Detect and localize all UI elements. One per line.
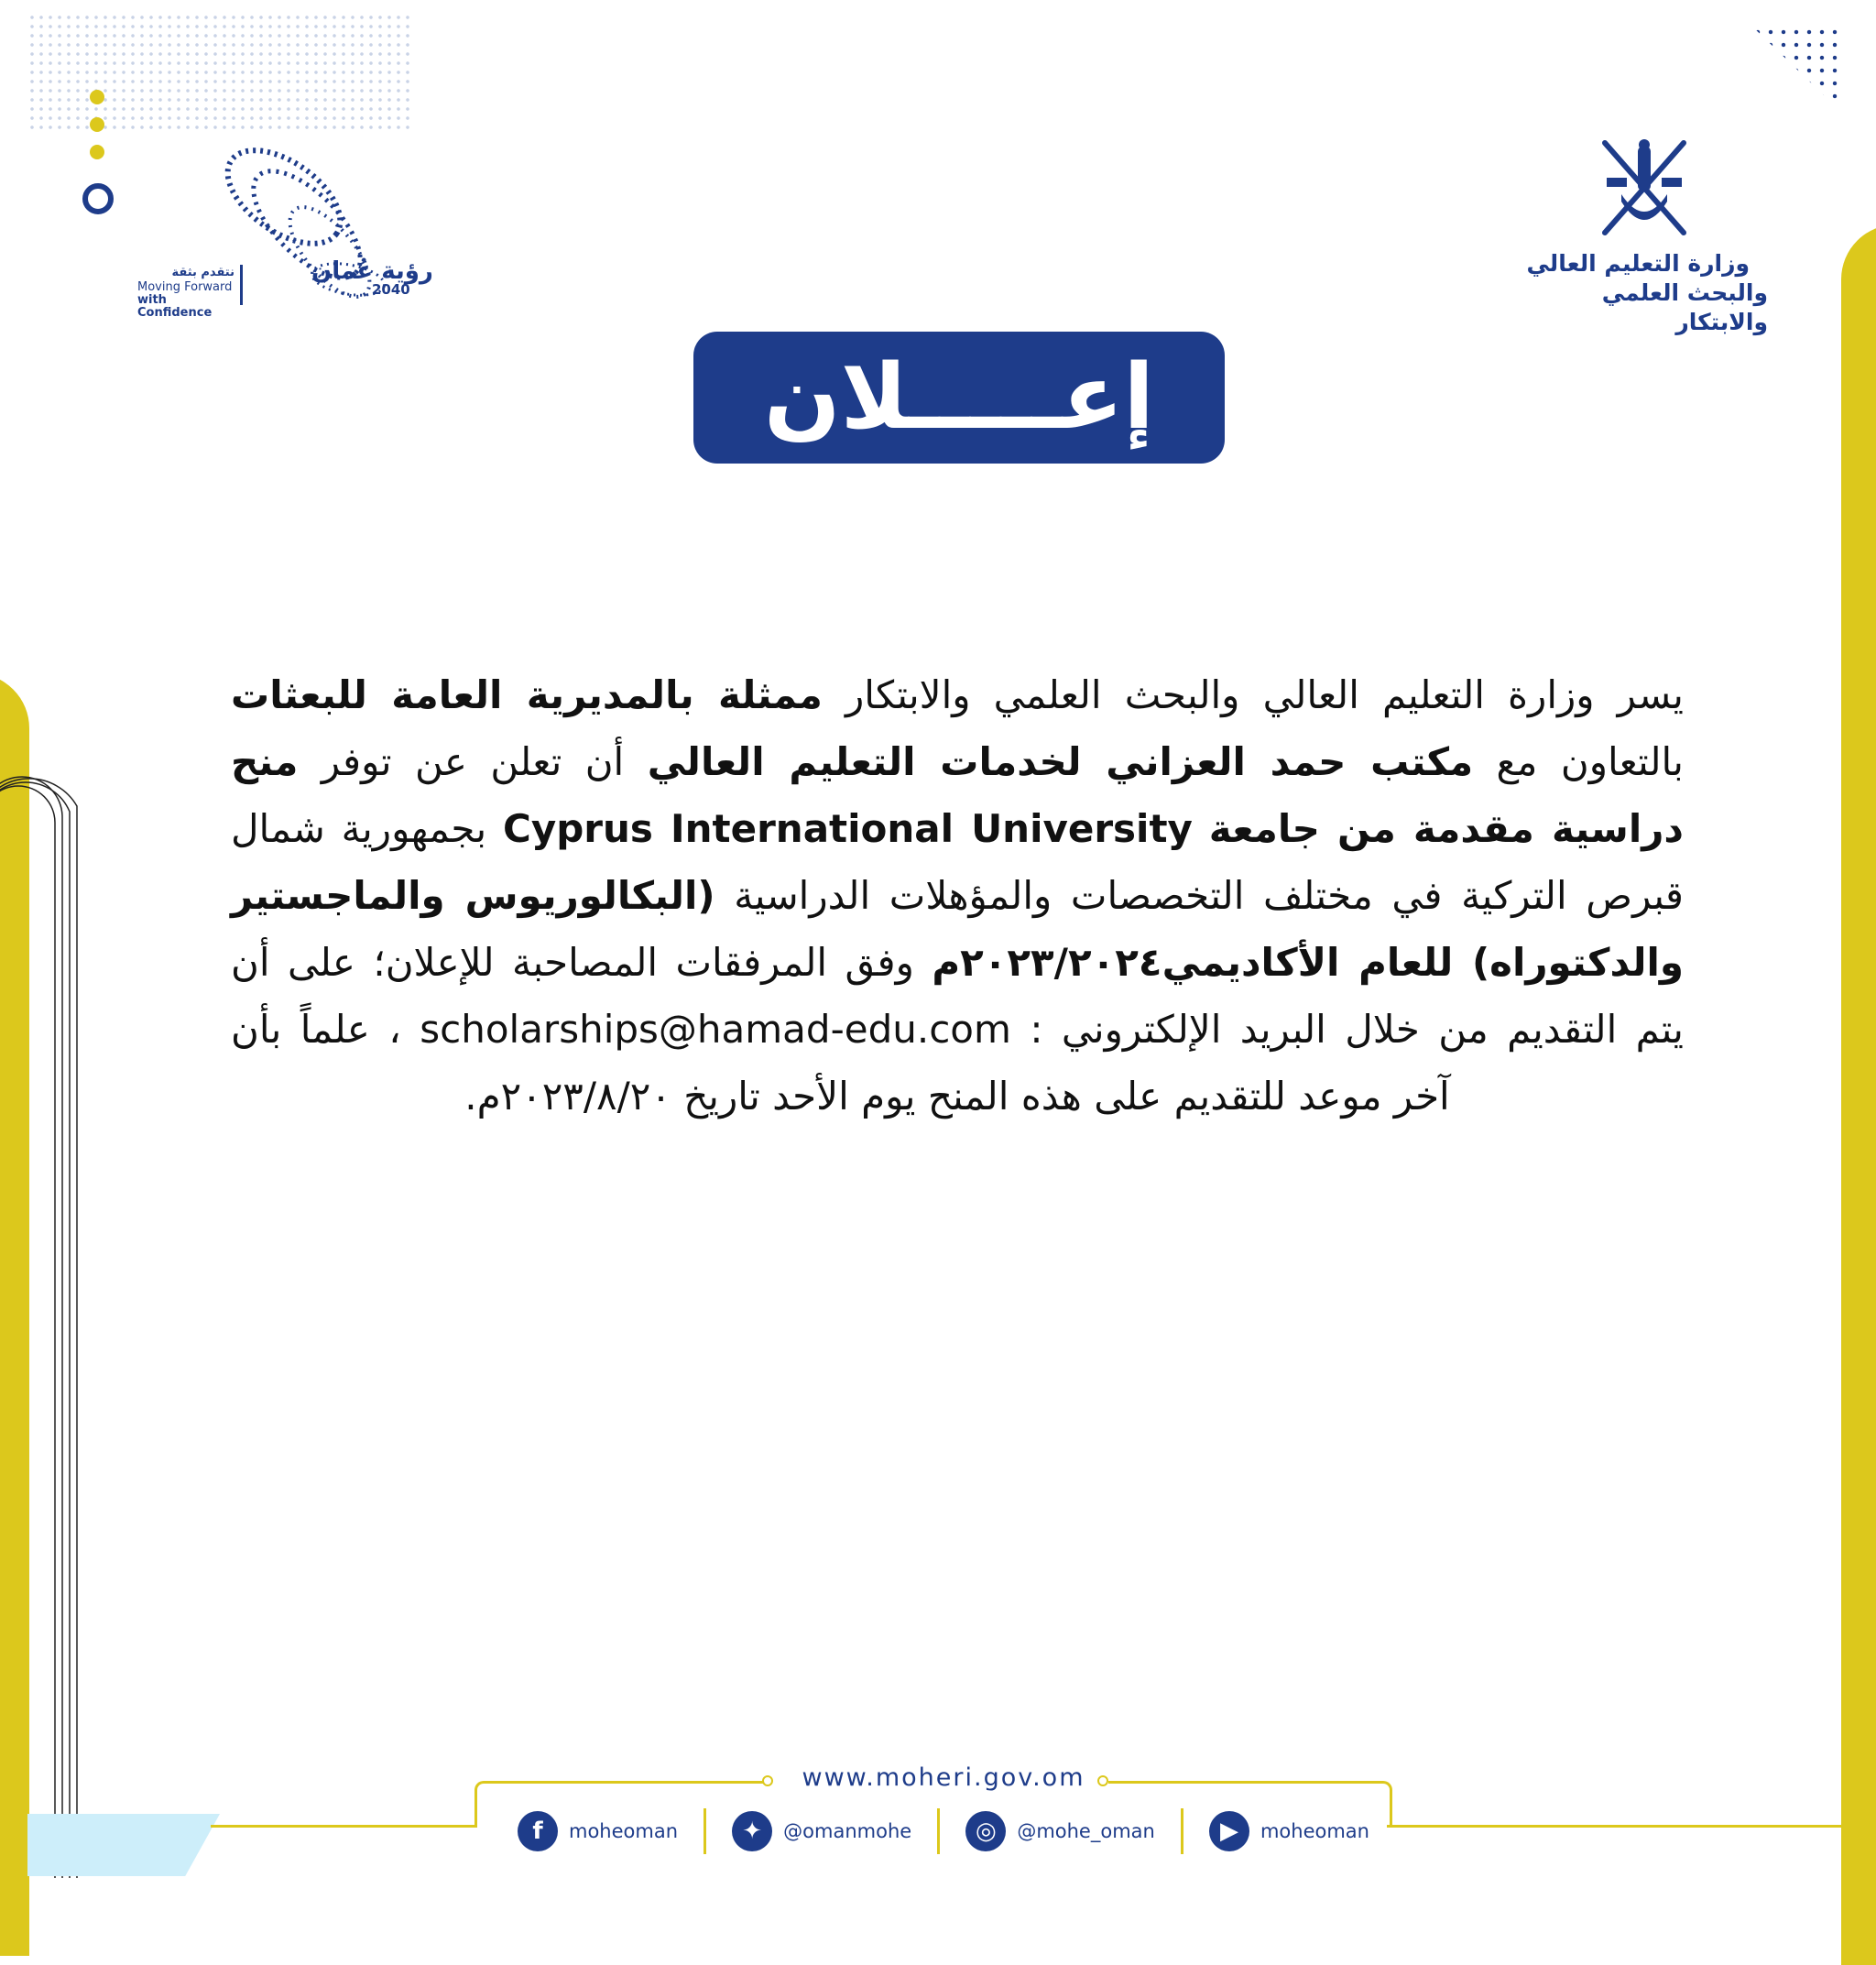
yellow-dot <box>90 117 104 132</box>
light-blue-shape <box>27 1814 220 1876</box>
facebook-handle: moheoman <box>569 1820 679 1842</box>
oman-vision-2040-logo <box>137 142 449 320</box>
vision-tagline-ar: نتقدم بثقة <box>171 266 234 279</box>
social-separator <box>937 1808 940 1854</box>
body-text-part: ، علماً بأن آخر موعد للتقديم على هذه المنح يوم الأحد تاريخ ٢٠٢٣/٨/٢٠م. <box>231 1007 1450 1119</box>
body-text-part: يسر وزارة التعليم العالي والبحث العلمي والابتكار <box>822 672 1684 717</box>
university-name-en: Cyprus International University <box>503 806 1193 851</box>
social-separator <box>1181 1808 1183 1854</box>
navy-ring <box>82 183 114 214</box>
body-text-part: بجمهورية شمال قبرص التركية في مختلف التخصصات والمؤهلات الدراسية <box>231 806 1684 918</box>
body-bold-part: (البكالوريوس والماجستير والدكتوراه) للعام الأكاديمي٢٠٢٣/٢٠٢٤م <box>231 873 1684 985</box>
body-text-part: وفق المرفقات المصاحبة للإعلان؛ على أن يتم التقديم من خلال البريد الإلكتروني : <box>231 940 1684 1052</box>
social-twitter[interactable] <box>732 1811 911 1851</box>
body-bold-part: منح دراسية مقدمة من جامعة <box>231 739 1684 851</box>
dot-pattern-top-left <box>27 13 412 130</box>
instagram-handle: @mohe_oman <box>1017 1820 1155 1842</box>
instagram-icon: ◎ <box>965 1811 1006 1851</box>
social-separator <box>704 1808 706 1854</box>
social-instagram[interactable] <box>965 1811 1155 1851</box>
youtube-icon: ▶ <box>1209 1811 1249 1851</box>
application-email[interactable]: scholarships@hamad-edu.com <box>420 1007 1011 1052</box>
body-bold-part: ممثلة بالمديرية العامة للبعثات <box>231 672 823 717</box>
footer-dot <box>762 1775 773 1786</box>
body-bold-part: مكتب حمد العزاني لخدمات التعليم العالي <box>647 739 1474 784</box>
facebook-icon: f <box>518 1811 558 1851</box>
dot-pattern-top-right <box>1751 26 1845 115</box>
announcement-body <box>231 661 1684 1130</box>
footer-line-right <box>1387 1825 1841 1828</box>
twitter-icon: ✦ <box>732 1811 772 1851</box>
social-links-bar <box>518 1807 1369 1856</box>
vision-arabic-text: رؤية عُمان <box>311 257 433 285</box>
website-link[interactable]: www.moheri.gov.om <box>802 1763 1085 1792</box>
youtube-handle: moheoman <box>1260 1820 1369 1842</box>
social-youtube[interactable] <box>1209 1811 1369 1851</box>
vision-year: 2040 <box>372 281 410 298</box>
yellow-dot <box>90 90 104 104</box>
ministry-logo <box>1502 137 1768 335</box>
yellow-dot <box>90 145 104 159</box>
vision-divider <box>240 265 243 305</box>
footer-line-left <box>211 1825 476 1828</box>
ministry-name-line1: وزارة التعليم العالي <box>1526 250 1750 277</box>
body-text-part: بالتعاون مع <box>1473 739 1684 784</box>
vision-tagline-en1: Moving Forward <box>137 280 233 294</box>
social-facebook[interactable] <box>518 1811 678 1851</box>
ministry-name-line2: والبحث العلمي والابتكار <box>1601 279 1768 335</box>
announcement-title-box <box>693 332 1225 464</box>
right-yellow-bar <box>1841 224 1876 1965</box>
vision-tagline-en2: with Confidence <box>137 293 213 320</box>
twitter-handle: @omanmohe <box>783 1820 912 1842</box>
left-arch-lines <box>0 733 82 1878</box>
oman-emblem-icon <box>1594 137 1695 247</box>
body-text-part: أن تعلن عن توفر <box>298 739 648 784</box>
announcement-title: إعـــــلان <box>763 345 1155 450</box>
